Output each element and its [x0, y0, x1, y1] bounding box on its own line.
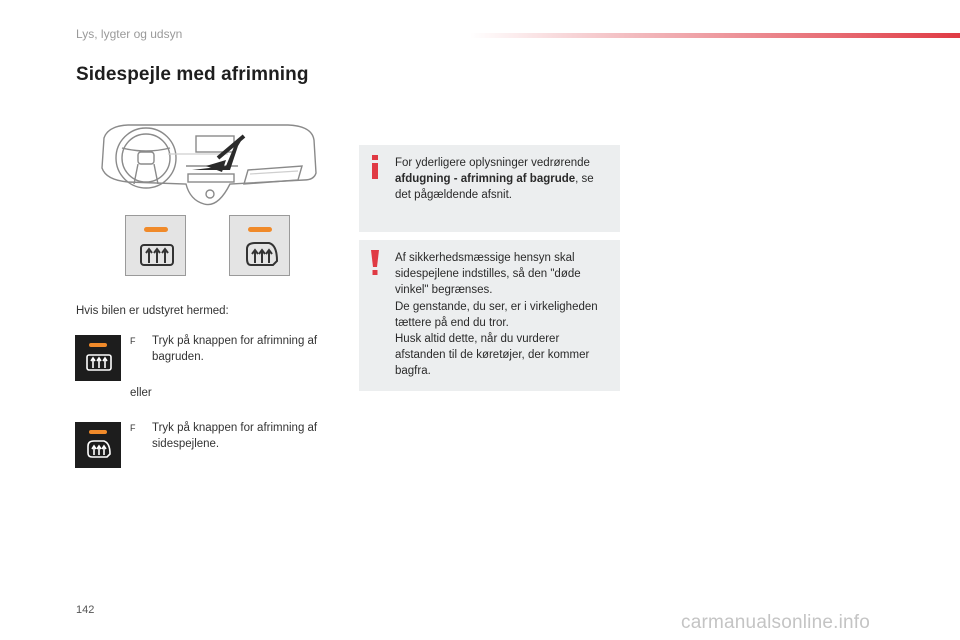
section-header: Lys, lygter og udsyn: [76, 27, 183, 41]
mirror-defrost-button-illustration: [229, 215, 290, 276]
step-text: Tryk på knappen for afrimning af sidespejlene.: [152, 422, 318, 450]
info-icon: [369, 155, 381, 179]
rear-window-defrost-icon: [139, 239, 175, 269]
step-text: Tryk på knappen for afrimning af bagruden.: [152, 335, 318, 363]
indicator-light: [248, 227, 272, 232]
intro-text: Hvis bilen er udstyret hermed:: [76, 305, 229, 317]
indicator-light: [89, 430, 107, 434]
header-accent-bar: [470, 33, 960, 38]
warning-icon: [369, 250, 381, 276]
or-text: eller: [130, 387, 152, 399]
page-number: 142: [76, 604, 95, 616]
indicator-light: [144, 227, 168, 232]
warning-line: Husk altid dette, når du vurderer afstanden til de køretøjer, der kommer bagfra.: [395, 333, 590, 378]
step-marker: F: [130, 336, 136, 346]
dashboard-illustration: [98, 118, 318, 213]
step-rear-window: [130, 333, 340, 365]
page-title: Sidespejle med afrimning: [76, 64, 309, 85]
info-text: For yderligere oplysninger vedrørende: [395, 157, 590, 169]
mirror-defrost-icon: [86, 439, 112, 459]
info-note: [359, 145, 620, 232]
rear-window-defrost-button: [75, 335, 121, 381]
step-side-mirrors: [130, 420, 340, 452]
indicator-light: [89, 343, 107, 347]
watermark: carmanualsonline.info: [681, 612, 871, 633]
step-marker: F: [130, 423, 136, 433]
info-text-after: , se det pågældende afsnit.: [395, 173, 594, 202]
mirror-defrost-button: [75, 422, 121, 468]
rear-window-defrost-button-illustration: [125, 215, 186, 276]
warning-note: [359, 240, 620, 391]
info-bold-text: afdugning - afrimning af bagrude: [395, 173, 576, 186]
warning-line: De genstande, du ser, er i virkeligheden tættere på end du tror.: [395, 300, 598, 329]
warning-line: Af sikkerhedsmæssige hensyn skal sidespejlene indstilles, så den "døde vinkel" begrænses.: [395, 252, 581, 297]
mirror-defrost-icon: [243, 239, 279, 269]
rear-window-defrost-icon: [86, 352, 112, 372]
